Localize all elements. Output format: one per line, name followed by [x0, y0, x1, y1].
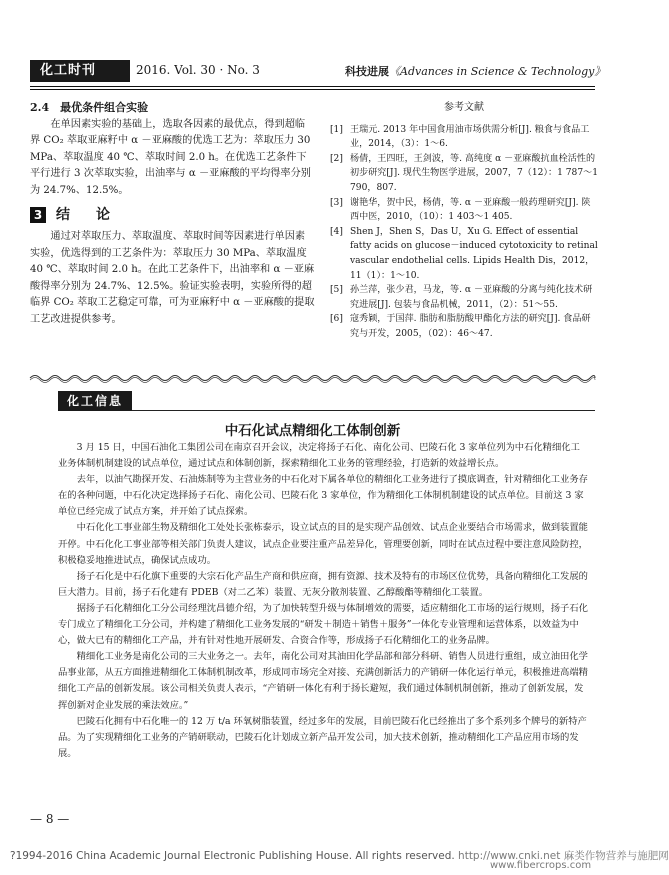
- reference-item: [5] 孙兰萍，张少君，马龙，等. α －亚麻酸的分离与纯化技术研究进展[J]. 包装与食品机械，2011，（2）：51～55.: [330, 285, 593, 310]
- watermark-url[interactable]: www.fibercrops.com: [490, 860, 592, 871]
- reference-item: [2] 杨倩，王四旺，王剑波，等. 高纯度 α －亚麻酸抗血栓活性的初步研究[J]. 现代生物医学进展，2007，7（12）：1 787～1 790，807.: [330, 153, 598, 193]
- reference-item: [3] 谢艳华，贺中民，杨倩，等. α －亚麻酸一般药理研究[J]. 陕西中医，2010，（10）：1 403～1 405.: [330, 197, 591, 223]
- article-paragraph: 据扬子石化精细化工分公司经理沈昌德介绍，为了加快转型升级与体制增效的需要，适应精细化工市场的运行规则，扬子石化专门成立了精细化工分公司，并构建了精细化工业务发展的“研发＋制造＋销售＋服务”一体化专业管理和运营体系，以效益为中心，做大已有的精细化工产品，并有针对性地开展研发、合资合作等，形成扬子石化精细化工的业务品牌。: [58, 602, 588, 647]
- watermark-text: 麻类作物营养与施肥网: [563, 850, 669, 862]
- reference-item: [4] Shen J，Shen S，Das U，Xu G. Effect of essential fatty acids on glucose－induced cytotoxicity to retinal vascular endothelial cells. Lipids Health Dis，2012，11（1）：1～10.: [330, 226, 598, 281]
- journal-name: 化工时刊: [30, 60, 130, 82]
- article-paragraph: 去年，以油气勘探开发、石油炼制等为主营业务的中石化对下属各单位的精细化工业务进行了摸底调查，针对精细化工业务存在的各种问题，中石化决定选择扬子石化、南化公司、巴陵石化 3 家单位，作为精细化工体制机制建设的试点单位。目前这 3 家单位已经完成了试点方案，并开始了试点探索。: [58, 474, 588, 518]
- article-paragraph: 巴陵石化拥有中石化唯一的 12 万 t/a 环氧树脂装置，经过多年的发展，目前巴陵石化已经推出了多个系列多个牌号的新特产品。为了实现精细化工业务的产销研联动，巴陵石化计划成立新产品开发公司，加大技术创新，推动精细化工产品应用市场的发展。: [58, 715, 587, 759]
- references-column: [330, 100, 598, 342]
- article-body: [58, 440, 588, 762]
- wavy-divider: [30, 372, 595, 384]
- reference-item: [6] 寇秀颖，于国萍. 脂肪和脂肪酸甲酯化方法的研究[J]. 食品研究与开发，2005，（02）：46～47.: [330, 314, 591, 339]
- section-number-badge: 3: [30, 207, 46, 223]
- section-2-4-heading: 2.4 最优条件组合实验: [30, 101, 149, 114]
- reference-item: [1] 王瑞元. 2013 年中国食用油市场供需分析[J]. 粮食与食品工业，2014，（3）：1～6.: [330, 124, 590, 150]
- info-section-tab: 化工信息: [58, 391, 132, 411]
- site-link[interactable]: http://www.cnki.net: [458, 850, 561, 862]
- section-label-en: 《Advances in Science & Technology》: [389, 65, 606, 78]
- article-paragraph: 扬子石化是中石化旗下重要的大宗石化产品生产商和供应商，拥有资源、技术及特有的市场区位优势，具备向精细化工发展的巨大潜力。目前，扬子石化建有 PDEB（对二乙苯）装置、无灰分散剂装置、乙醇酸酯等精细化工装置。: [58, 570, 588, 598]
- section-3-heading: [30, 207, 315, 224]
- page-number: — 8 —: [30, 812, 70, 826]
- article-paragraph: 精细化工业务是南化公司的三大业务之一。去年，南化公司对其油田化学品部和部分科研、销售人员进行重组，成立油田化学品事业部，从五方面推进精细化工体制机制改革，形成同市场完全对接、充满创新活力的产销研一体化运行单元，积极推进高端精细化工产品的创新发展。该公司相关负责人表示，“产销研一体化有利于扬长避短，我们通过体制机制创新，推动了创新发展，发挥创新对企业发展的乘法效应。”: [58, 651, 588, 711]
- article-title: 中石化试点精细化工体制创新: [224, 423, 401, 439]
- left-column: [30, 100, 315, 328]
- issue-info: 2016. Vol. 30 · No. 3: [136, 63, 260, 77]
- section-label: 科技进展: [345, 65, 389, 78]
- header-rule-thin: [30, 89, 595, 90]
- references-title: 参考文献: [444, 102, 484, 113]
- section-title: 结 论: [56, 206, 116, 223]
- section-header: [345, 63, 605, 79]
- info-rule: [132, 410, 595, 411]
- article-paragraph: 中石化化工事业部生物及精细化工处处长张栋泰示，设立试点的目的是实现产品创效、试点企业要结合市场需求，做到装置能开停。中石化化工事业部等相关部门负责人建议，试点企业要注重产品差异化，管理要创新，同时在试点过程中要注意风险防控，积极稳妥地推进试点，确保试点成功。: [58, 522, 588, 566]
- copyright-text: ?1994-2016 China Academic Journal Electronic Publishing House. All rights reserved.: [10, 850, 455, 862]
- header-rule: [30, 86, 595, 87]
- article-paragraph: 3 月 15 日，中国石油化工集团公司在南京召开会议，决定将扬子石化、南化公司、巴陵石化 3 家单位列为中石化精细化工业务体制机制建设的试点单位，通过试点和体制创新，探索精细化工业务的管理经验，打造新的效益增长点。: [58, 442, 580, 470]
- section-2-4-body: 在单因素实验的基础上，选取各因素的最优点，得到超临界 CO₂ 萃取亚麻籽中 α －亚麻酸的优选工艺为：萃取压力 30 MPa、萃取温度 40 ℃、萃取时间 2.0 h。在优选工艺条件下平行进行 3 次萃取实验，出油率与 α －亚麻酸的平均得率分别为 24.7%、12.5%。: [30, 118, 311, 196]
- conclusion-text: 通过对萃取压力、萃取温度、萃取时间等因素进行单因素实验，优选得到的工艺条件为：萃取压力 30 MPa、萃取温度 40 ℃、萃取时间 2.0 h。在此工艺条件下，出油率和 α －亚麻酸得率分别为 24.7%、12.5%。验证实验表明，实验所得的超临界 CO₂ 萃取工艺稳定可靠，可为亚麻籽中 α －亚麻酸的提取工艺改进提供参考。: [30, 231, 315, 325]
